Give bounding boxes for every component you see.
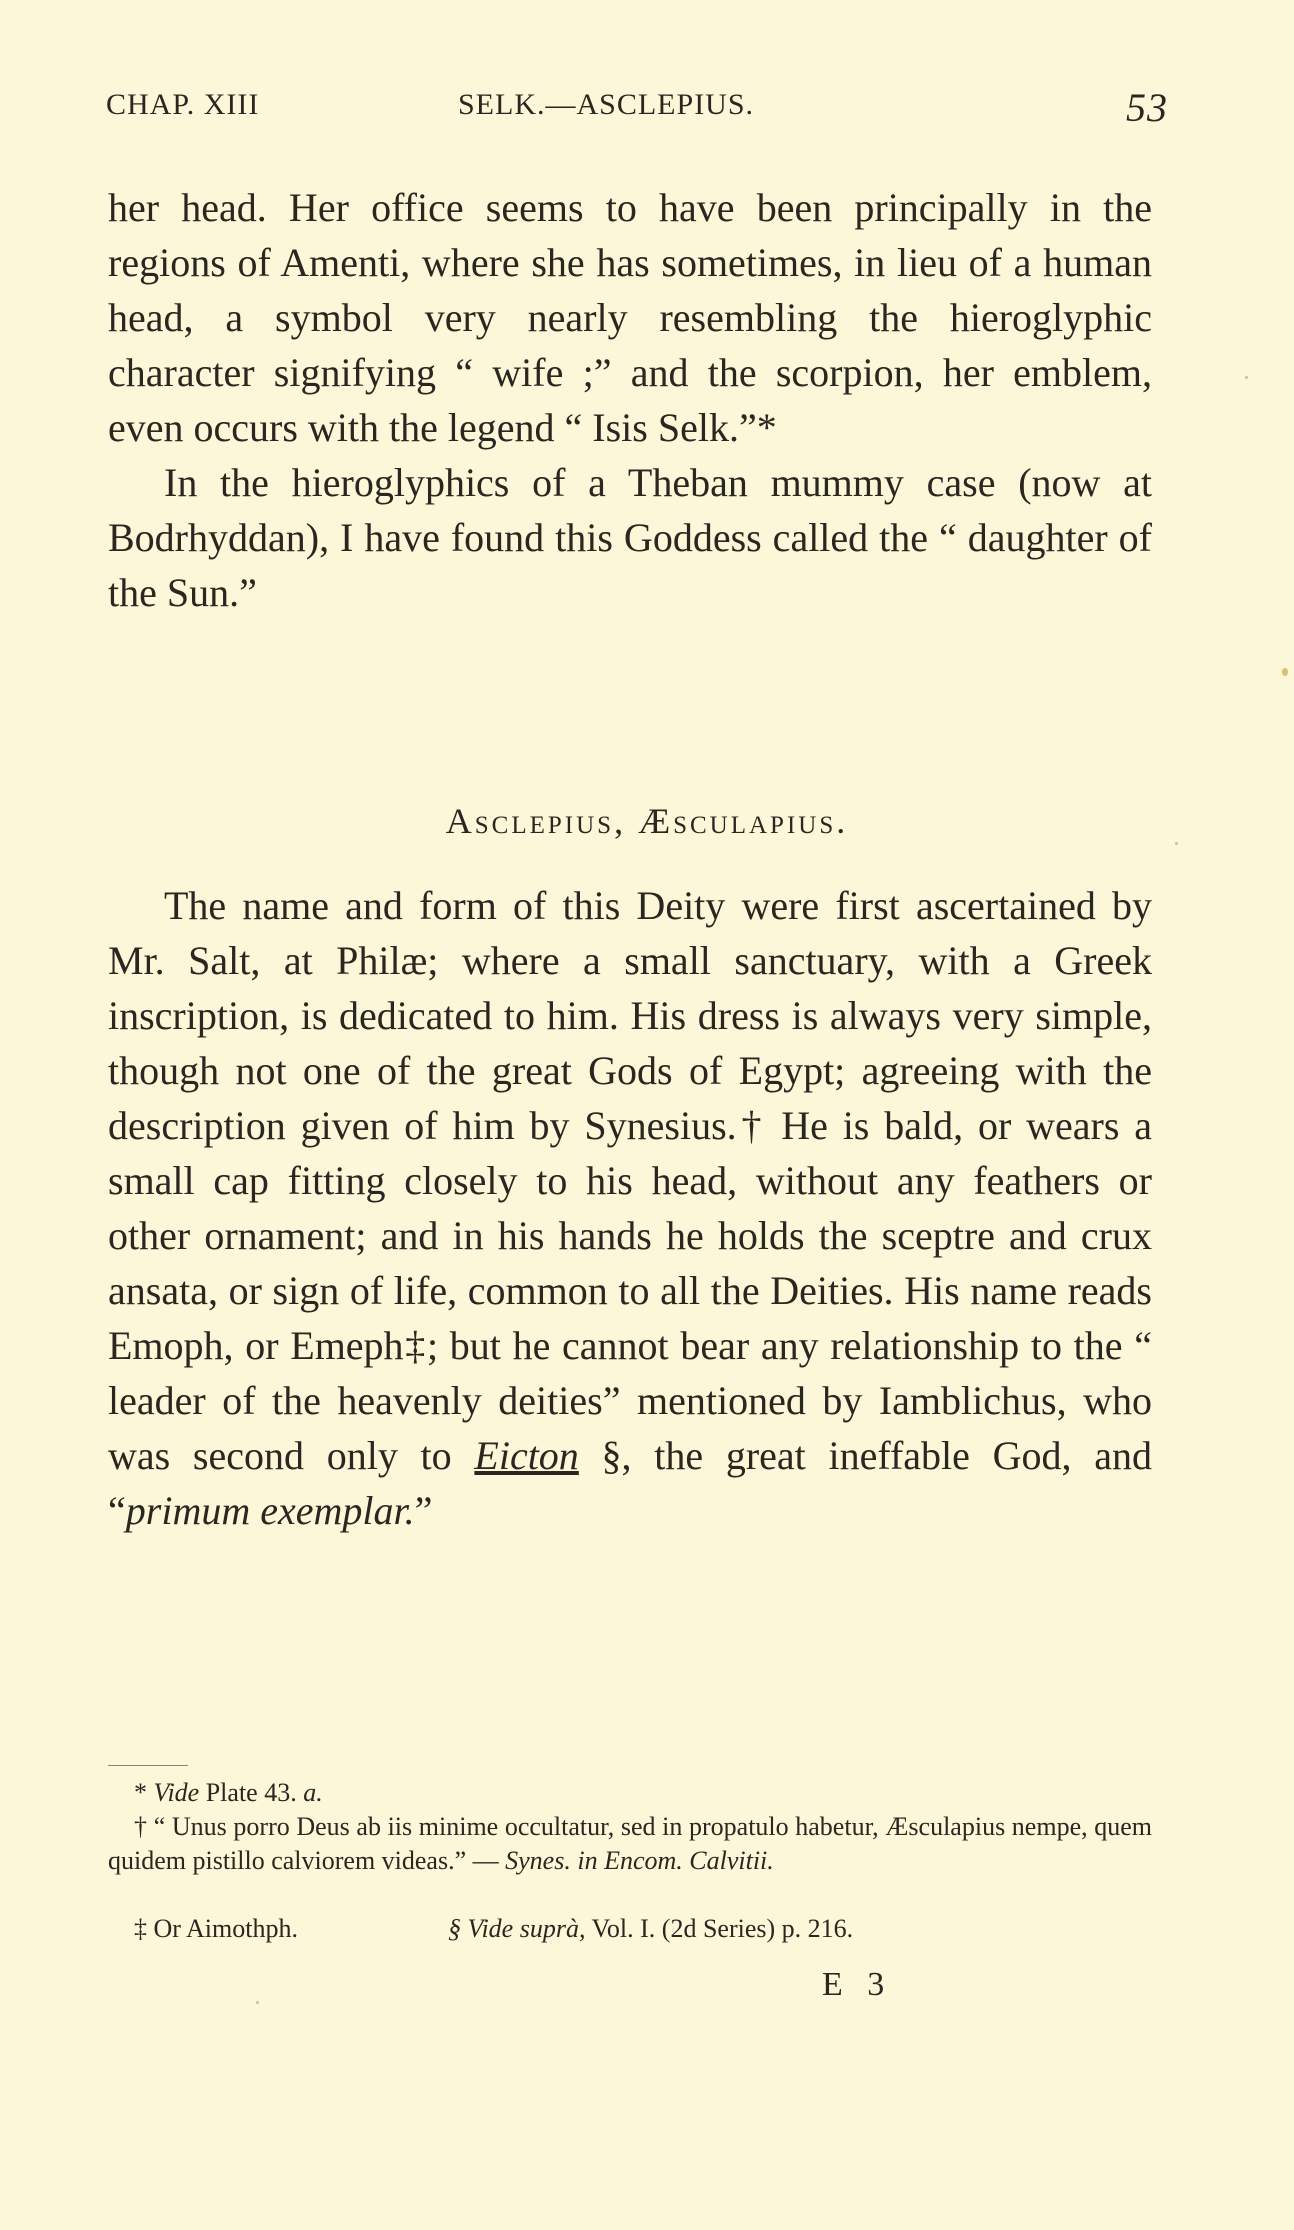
- footnote-1-vide: Vide: [153, 1778, 200, 1807]
- asclepius-text-a: The name and form of this Deity were first ascertained by Mr. Salt, at Philæ; where a small sanctuary, with a Greek inscription, is dedicated to him. His dress is always very simple, though not one of the great Gods of Egypt; agreeing with the description given of him by Synesius.† He is bald, or wears a small cap fitting closely to his head, without any feathers or other ornament; and in his hands he holds the sceptre and crux ansata, or sign of life, common to all the Deities. His name reads Emoph, or Emeph‡; but he cannot bear any relationship to the “ leader of the heavenly deities” mentioned by Iamblichus, who was second only to: [108, 883, 1152, 1478]
- footnote-1-text: Plate 43.: [199, 1778, 304, 1807]
- eicton-term: Eicton: [474, 1433, 579, 1478]
- paper-speck: [1282, 668, 1288, 676]
- signature-mark: E 3: [822, 1966, 893, 2003]
- footnote-rule: [108, 1765, 188, 1766]
- paper-speck: [1175, 842, 1178, 845]
- footnote-4-text: Vol. I. (2d Series) p. 216.: [585, 1914, 854, 1943]
- selk-text-block: [108, 180, 1152, 620]
- chapter-label: CHAP. XIII: [106, 88, 260, 121]
- footnotes: [108, 1776, 1152, 1878]
- footnote-4: [448, 1912, 853, 1946]
- asclepius-text-block: [108, 878, 1152, 1538]
- footnote-4-vide: Vide suprà,: [467, 1914, 586, 1943]
- page-number: 53: [1126, 85, 1168, 130]
- running-title: SELK.—ASCLEPIUS.: [458, 88, 755, 121]
- footnote-1: [108, 1776, 1152, 1810]
- footnote-2-text: † “ Unus porro Deus ab iis minime occultatur, sed in propatulo habetur, Æsculapius nempe, quem quidem pistillo calviorem videas.” —: [108, 1812, 1152, 1875]
- paper-speck: [256, 2001, 259, 2004]
- asclepius-text-c: ”: [414, 1488, 433, 1533]
- footnote-1-mark: *: [134, 1778, 154, 1807]
- section-heading: Asclepius, Æsculapius.: [445, 801, 849, 841]
- footnote-2-source: Synes. in Encom. Calvitii.: [505, 1846, 774, 1875]
- footnotes-3-4: [108, 1912, 1152, 1946]
- paper-speck: [1245, 376, 1248, 379]
- bodrhyddan-paragraph: In the hieroglyphics of a Theban mummy case (now at Bodrhyddan), I have found this Goddess called the “ daughter of the Sun.”: [108, 460, 1152, 615]
- running-head: [106, 85, 1168, 132]
- footnote-1-letter: a.: [303, 1778, 323, 1807]
- asclepius-paragraph: [108, 878, 1152, 1538]
- footnote-2: [108, 1810, 1152, 1878]
- asclepius-text-b: §, the great ineffable God, and “: [108, 1433, 1152, 1533]
- selk-paragraph: her head. Her office seems to have been principally in the regions of Amenti, where she has sometimes, in lieu of a human head, a symbol very nearly resembling the hieroglyphic character signifying “ wife ;” and the scorpion, her emblem, even occurs with the legend “ Isis Selk.”*: [108, 185, 1152, 450]
- footnote-4-mark: §: [448, 1914, 468, 1943]
- primum-exemplar-term: primum exemplar.: [125, 1488, 415, 1533]
- footnote-3: ‡ Or Aimothph.: [134, 1914, 298, 1943]
